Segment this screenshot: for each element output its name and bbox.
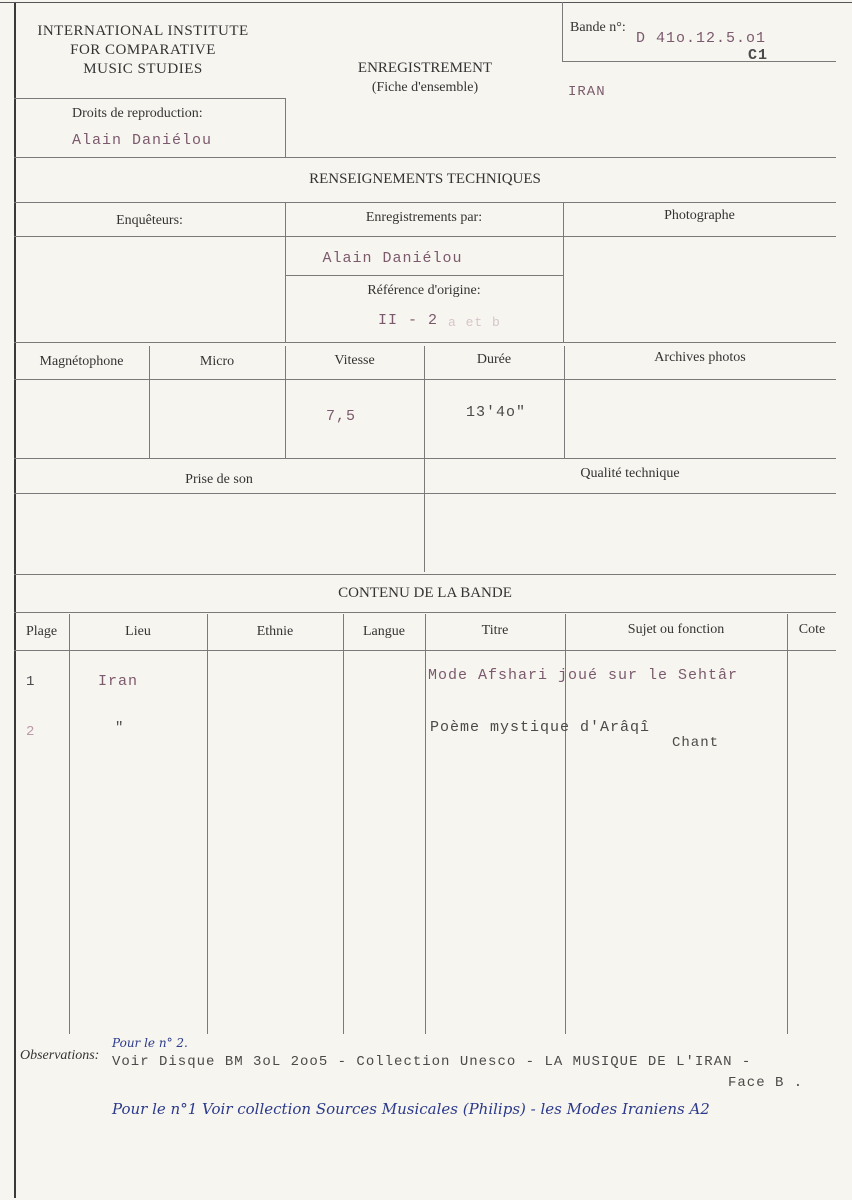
row1-lieu: Iran — [98, 673, 139, 690]
institute-name — [14, 22, 272, 79]
reference-value: II - 2 — [378, 312, 439, 329]
institute-line-1: INTERNATIONAL INSTITUTE — [37, 23, 249, 39]
row2-lieu: " — [115, 720, 125, 736]
droits-label: Droits de reproduction: — [72, 106, 203, 121]
bande-code: C1 — [748, 47, 769, 64]
photographe-label: Photographe — [664, 208, 735, 223]
hand-note-2: Pour le n°1 Voir collection Sources Musicales (Philips) - les Modes Iraniens A2 — [112, 1100, 710, 1118]
col-plage: Plage — [25, 624, 58, 639]
row1-plage: 1 — [26, 674, 36, 690]
row1-titre: Mode Afshari joué sur le Sehtâr — [428, 667, 739, 684]
country: IRAN — [568, 84, 606, 100]
col-lieu: Lieu — [125, 624, 151, 639]
enregistrements-value: Alain Daniélou — [322, 250, 463, 267]
reference-label: Référence d'origine: — [367, 283, 481, 298]
observations-label: Observations: — [20, 1048, 100, 1063]
micro-label: Micro — [199, 354, 235, 369]
magnetophone-label: Magnétophone — [39, 354, 124, 369]
prise-label: Prise de son — [185, 472, 253, 487]
contenu-title: CONTENU DE LA BANDE — [338, 585, 512, 601]
enqueteurs-label: Enquêteurs: — [116, 213, 183, 228]
enregistrements-label: Enregistrements par: — [365, 210, 483, 225]
hand-note-1: Pour le n° 2. — [112, 1036, 188, 1050]
col-ethnie: Ethnie — [256, 624, 294, 639]
vitesse-value: 7,5 — [326, 408, 357, 425]
vitesse-label: Vitesse — [334, 353, 375, 368]
duree-value: 13'4o" — [466, 404, 527, 421]
institute-line-3: MUSIC STUDIES — [83, 61, 203, 77]
row2-plage: 2 — [26, 724, 36, 740]
row2-sujet: Chant — [672, 735, 720, 751]
col-titre: Titre — [481, 623, 509, 638]
row2-titre: Poème mystique d'Arâqî — [430, 719, 651, 736]
col-cote: Cote — [798, 622, 826, 637]
observations-line-2: Face B . — [728, 1075, 804, 1091]
qualite-label: Qualité technique — [580, 466, 680, 481]
reference-faint: a et b — [448, 315, 501, 330]
col-sujet: Sujet ou fonction — [627, 622, 725, 637]
techniques-title: RENSEIGNEMENTS TECHNIQUES — [309, 171, 541, 187]
bande-label: Bande n°: — [570, 20, 626, 35]
duree-label: Durée — [476, 352, 512, 367]
bande-number: D 41o.12.5.o1 — [636, 30, 767, 47]
top-border — [0, 2, 852, 3]
enregistrement-title: ENREGISTREMENT — [357, 60, 493, 76]
enregistrement-subtitle: (Fiche d'ensemble) — [371, 80, 479, 95]
col-langue: Langue — [363, 624, 405, 639]
observations-line-1: Voir Disque BM 3oL 2oo5 - Collection Unesco - LA MUSIQUE DE L'IRAN - — [112, 1054, 752, 1070]
droits-value: Alain Daniélou — [72, 132, 213, 149]
archives-label: Archives photos — [654, 350, 746, 365]
institute-line-2: FOR COMPARATIVE — [70, 42, 216, 58]
